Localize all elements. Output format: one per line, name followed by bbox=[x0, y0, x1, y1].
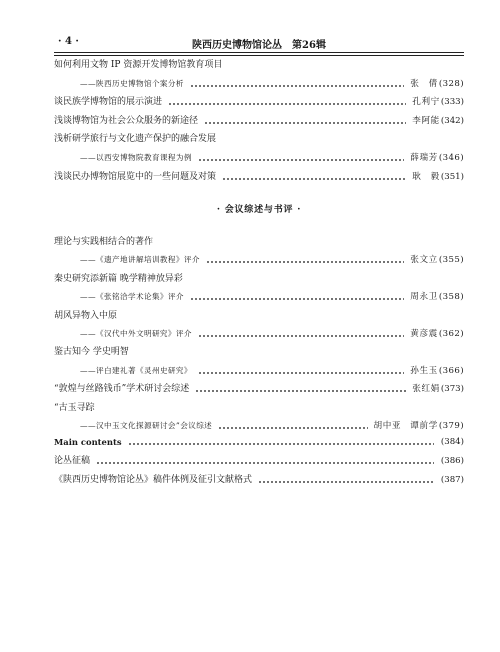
dot-leader bbox=[206, 260, 404, 264]
entry-author: 张文立 bbox=[410, 255, 438, 266]
entry-title: ——汉中玉文化探源研讨会”会议综述 bbox=[80, 421, 213, 430]
page-number: · 4 · bbox=[58, 36, 79, 47]
entry-title: ——《汉代中外文明研究》评介 bbox=[80, 329, 192, 338]
entry-title: Main contents bbox=[54, 437, 122, 447]
toc-entry bbox=[54, 113, 464, 129]
entry-title: ——陕西历史博物馆个案分析 bbox=[80, 78, 184, 88]
entry-page: (366) bbox=[438, 365, 464, 376]
entry-title: 胡风异物入中原 bbox=[54, 310, 118, 321]
toc-entry bbox=[54, 472, 464, 488]
dot-leader bbox=[128, 442, 434, 446]
toc-entry bbox=[54, 131, 464, 147]
entry-author: 黄彦震 bbox=[410, 329, 438, 339]
toc-entry bbox=[54, 434, 464, 450]
dot-leader bbox=[218, 426, 367, 430]
entry-page: (328) bbox=[438, 78, 464, 89]
toc-entry bbox=[54, 234, 464, 250]
entry-title: “古玉寻踪 bbox=[54, 402, 95, 413]
toc-entry bbox=[54, 150, 464, 166]
header-rule-bottom bbox=[54, 55, 464, 56]
entry-page: (355) bbox=[438, 255, 464, 266]
entry-author: 薛瑞芳 bbox=[410, 153, 438, 163]
toc-entry bbox=[54, 271, 464, 287]
toc-entry bbox=[54, 57, 464, 73]
entry-title: 《陕西历史博物馆论丛》稿件体例及征引文献格式 bbox=[54, 475, 253, 486]
toc-entry bbox=[54, 94, 464, 110]
entry-author: 孔利宁 bbox=[412, 97, 440, 108]
entry-title: ——《张铭洽学术论集》评介 bbox=[80, 292, 184, 302]
toc-entry bbox=[54, 308, 464, 324]
toc-entry bbox=[54, 344, 464, 360]
dot-leader bbox=[190, 84, 404, 88]
entry-title: 论丛征稿 bbox=[54, 456, 91, 467]
toc-entry bbox=[54, 326, 464, 342]
entry-author: 耿 毅 bbox=[412, 171, 440, 182]
entry-page: (342) bbox=[440, 115, 464, 126]
toc-entry bbox=[54, 453, 464, 469]
entry-page: (333) bbox=[440, 97, 464, 108]
entry-title: 鉴古知今 学史明智 bbox=[54, 347, 129, 358]
entry-author: 张红娟 bbox=[412, 384, 440, 395]
dot-leader bbox=[198, 158, 404, 162]
entry-title: 浅谈民办博物馆展览中的一些问题及对策 bbox=[54, 171, 217, 182]
entry-page: (384) bbox=[440, 437, 464, 447]
section-title: · 会议综述与书评 · bbox=[216, 205, 302, 215]
dot-leader bbox=[204, 121, 406, 125]
entry-title: 浅谈博物馆为社会公众服务的新途径 bbox=[54, 115, 199, 126]
toc-entry bbox=[54, 381, 464, 397]
entry-title: 浅析研学旅行与文化遗产保护的融合发展 bbox=[54, 134, 217, 145]
toc-entry bbox=[54, 76, 464, 92]
toc-entry bbox=[54, 289, 464, 305]
entry-author: 张 倩 bbox=[410, 78, 438, 89]
entry-page: (362) bbox=[438, 329, 464, 339]
dot-leader bbox=[168, 102, 406, 106]
entry-title: 谈民族学博物馆的展示演进 bbox=[54, 97, 163, 108]
toc-entry bbox=[54, 252, 464, 268]
entry-title: 如何利用文物 IP 资源开发博物馆教育项目 bbox=[54, 60, 223, 70]
entry-page: (373) bbox=[440, 384, 464, 395]
entry-title: ——以西安博物院教育课程为例 bbox=[80, 153, 192, 162]
entry-page: (379) bbox=[438, 421, 464, 431]
entry-title: 秦史研究添新篇 晚学精神放异彩 bbox=[54, 273, 183, 284]
toc-entry bbox=[54, 363, 464, 379]
journal-title: 陕西历史博物馆论丛 第26辑 bbox=[192, 40, 326, 51]
toc-entry bbox=[54, 418, 464, 434]
entry-author: 李阿能 bbox=[412, 115, 440, 126]
entry-author: 胡中亚 谭前学 bbox=[373, 421, 438, 431]
entry-page: (351) bbox=[440, 171, 464, 182]
toc-entry bbox=[54, 169, 464, 185]
dot-leader bbox=[258, 480, 434, 484]
dot-leader bbox=[190, 297, 404, 301]
entry-author: 孙生玉 bbox=[410, 365, 438, 376]
entry-title: ——《遗产地讲解培训教程》评介 bbox=[80, 255, 200, 265]
page-header bbox=[54, 36, 464, 50]
dot-leader bbox=[195, 389, 406, 393]
dot-leader bbox=[198, 371, 404, 375]
entry-page: (358) bbox=[438, 292, 464, 303]
entry-page: (346) bbox=[438, 153, 464, 163]
dot-leader bbox=[222, 177, 406, 181]
entry-page: (386) bbox=[440, 456, 464, 467]
dot-leader bbox=[198, 334, 404, 338]
entry-page: (387) bbox=[440, 475, 464, 486]
entry-title: “敦煌与丝路钱币”学术研讨会综述 bbox=[54, 384, 190, 395]
entry-author: 周永卫 bbox=[410, 292, 438, 303]
entry-title: ——评白建礼著《灵州史研究》 bbox=[80, 365, 192, 375]
dot-leader bbox=[96, 461, 434, 465]
header-rule-top bbox=[54, 52, 464, 53]
toc-entry bbox=[54, 400, 464, 416]
entry-title: 理论与实践相结合的著作 bbox=[54, 237, 154, 247]
